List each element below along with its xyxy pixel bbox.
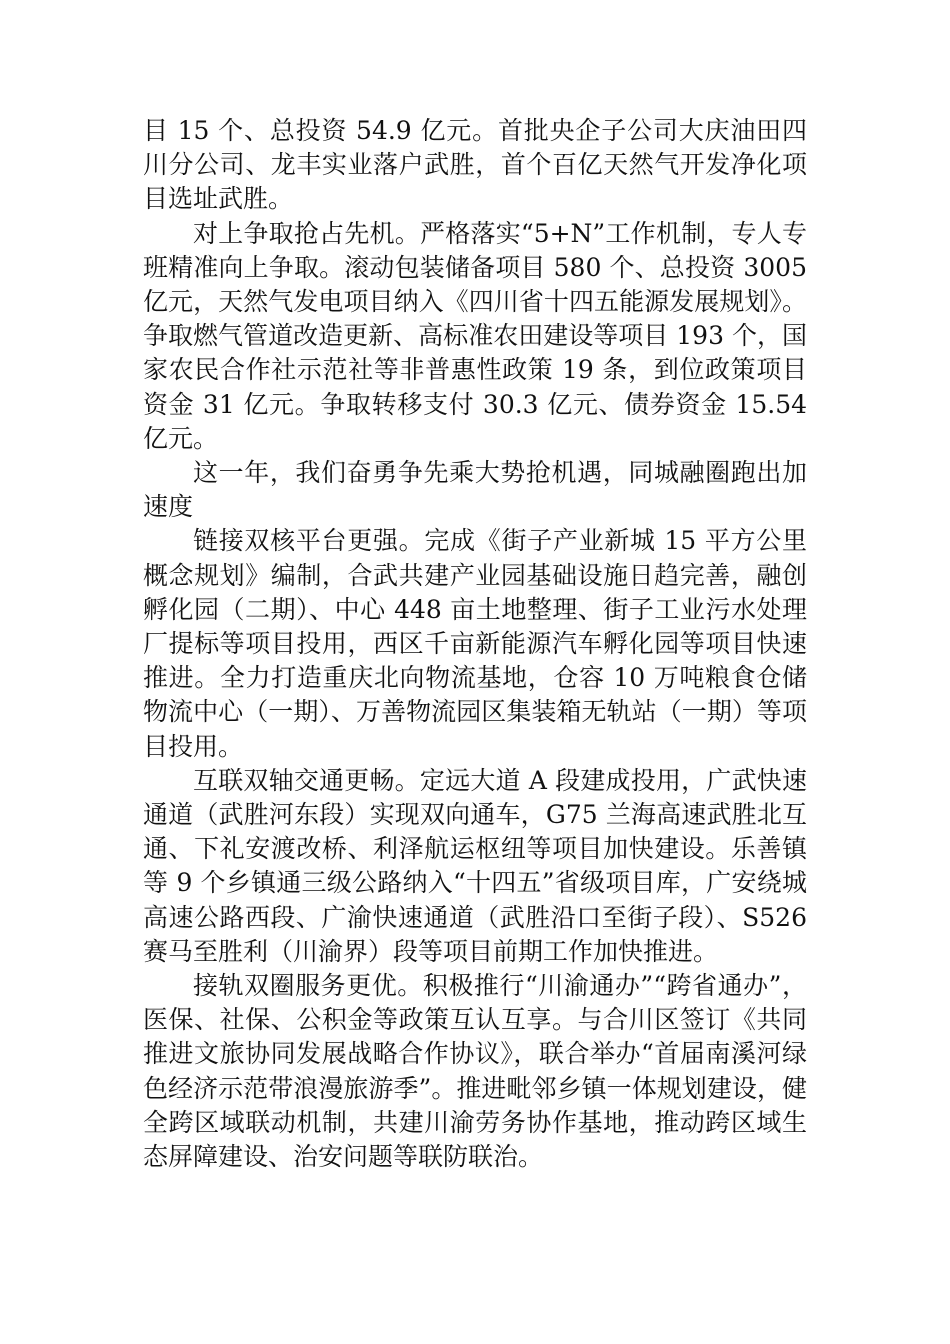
paragraph-dual-core-platform: 链接双核平台更强。完成《街子产业新城 15 平方公里概念规划》编制，合武共建产业园基础设施日趋完善，融创孵化园（二期）、中心 448 亩土地整理、街子工业污水处理厂提标等项目投用，西区千亩新能源汽车孵化园等项目快速推进。全力打造重庆北向物流基地，仓容 10 万吨粮食仓储物流中心（一期）、万善物流园区集装箱无轨站（一期）等项目投用。 — [143, 526, 807, 761]
paragraph-continuation: 目 15 个、总投资 54.9 亿元。首批央企子公司大庆油田四川分公司、龙丰实业落户武胜，首个百亿天然气开发净化项目选址武胜。 — [143, 116, 807, 214]
section-heading-city-integration: 这一年，我们奋勇争先乘大势抢机遇，同城融圈跑出加速度 — [143, 458, 807, 522]
paragraph-dual-axis-transport: 互联双轴交通更畅。定远大道 A 段建成投用，广武快速通道（武胜河东段）实现双向通车，G75 兰海高速武胜北互通、下礼安渡改桥、利泽航运枢纽等项目加快建设。乐善镇等 9 个乡镇通三级公路纳入“十四五”省级项目库，广安绕城高速公路西段、广渝快速通道（武胜沿口至街子段）、S526 赛马至胜利（川渝界）段等项目前期工作加快推进。 — [143, 765, 807, 966]
paragraph-upward-funding: 对上争取抢占先机。严格落实“5+N”工作机制，专人专班精准向上争取。滚动包装储备项目 580 个、总投资 3005 亿元，天然气发电项目纳入《四川省十四五能源发展规划》。争取燃气管道改造更新、高标准农田建设等项目 193 个，国家农民合作社示范社等非普惠性政策 19 条，到位政策项目资金 31 亿元。争取转移支付 30.3 亿元、债券资金 15.54 亿元。 — [143, 218, 807, 453]
paragraph-dual-circle-services: 接轨双圈服务更优。积极推行“川渝通办”“跨省通办”，医保、社保、公积金等政策互认互享。与合川区签订《共同推进文旅协同发展战略合作协议》，联合举办“首届南溪河绿色经济示范带浪漫旅游季”。推进毗邻乡镇一体规划建设，健全跨区域联动机制，共建川渝劳务协作基地，推动跨区域生态屏障建设、治安问题等联防联治。 — [143, 971, 807, 1172]
document-body — [143, 114, 807, 1174]
